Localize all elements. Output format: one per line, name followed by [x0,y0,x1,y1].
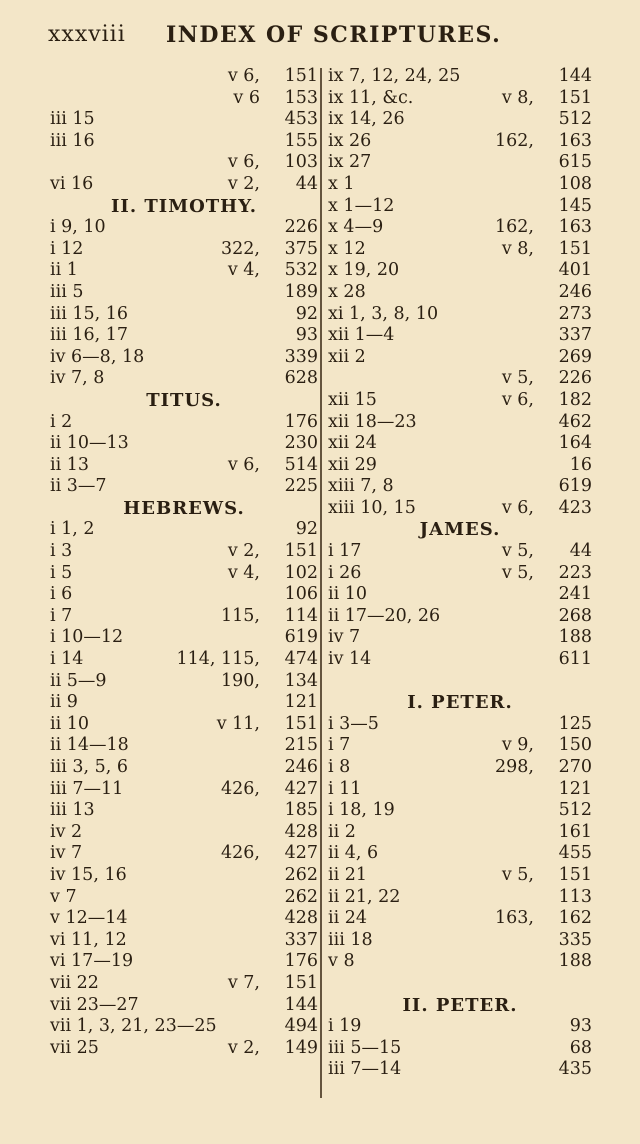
index-entry [50,995,318,1017]
index-entry [328,455,592,477]
index-entry [50,174,318,196]
scripture-reference: iii 16 [50,130,95,151]
index-entry [328,368,592,390]
index-entry [50,152,318,174]
page-reference: 273 [558,303,592,324]
scripture-reference: xi 1, 3, 8, 10 [328,303,439,324]
verse-note: 426, [221,778,260,799]
index-entry [328,174,592,196]
page-reference: 176 [284,951,318,972]
scripture-reference: iii 7—11 [50,778,124,799]
scripture-reference: xii 2 [328,346,366,367]
page-reference: 106 [284,584,318,605]
index-entry [50,131,318,153]
page-reference: 269 [558,346,592,367]
index-entry [328,930,592,952]
page-reference: 153 [284,87,318,108]
page-reference: 375 [284,238,318,259]
page-reference: 102 [284,562,318,583]
scripture-reference: v 12—14 [50,908,128,929]
page-reference: 114 [284,605,318,626]
page-reference: 611 [558,649,592,670]
index-entry [50,1038,318,1060]
page-reference: 628 [284,368,318,389]
page-reference: 151 [558,87,592,108]
scripture-reference: iii 16, 17 [50,325,129,346]
index-entry [328,606,592,628]
section-heading: TITUS. [146,389,222,411]
scripture-reference: i 17 [328,541,362,562]
page-reference: 262 [284,886,318,907]
index-entry [328,541,592,563]
index-entry [50,433,318,455]
verse-note: v 8, [501,238,534,259]
scripture-reference: xii 1—4 [328,325,395,346]
verse-note: 190, [221,670,260,691]
scripture-reference: iii 3, 5, 6 [50,757,129,777]
page-reference: 113 [558,886,592,907]
scripture-reference: i 1, 2 [50,519,95,540]
index-entry [328,282,592,304]
scripture-reference: ii 21 [328,864,368,885]
index-entry [50,412,318,434]
index-entry [50,735,318,757]
page-reference: 335 [558,929,592,950]
page-reference: 230 [284,433,318,454]
index-entry [50,887,318,909]
page-reference: 92 [295,303,318,324]
index-entry [328,239,592,261]
page-reference: 337 [558,325,592,346]
index-entry [328,735,592,757]
index-entry [328,196,592,218]
scripture-reference: iv 7 [50,843,83,864]
index-entry [328,152,592,174]
verse-note: 322, [221,238,260,259]
page-reference: 512 [558,109,592,130]
page-reference: 134 [284,670,318,691]
page-number: xxxviii [48,22,126,47]
scripture-reference: i 12 [50,238,84,259]
verse-note: v 4, [227,562,260,583]
scripture-reference: ii 1 [50,260,78,281]
verse-note: v 4, [227,260,260,281]
index-entry [50,563,318,585]
index-entry [328,1016,592,1038]
index-entry [50,671,318,693]
scripture-reference: xii 18—23 [328,411,417,432]
scripture-reference: iii 7—14 [328,1059,402,1080]
index-entry [328,476,592,498]
index-entry [50,109,318,131]
page-reference: 215 [284,735,318,756]
scripture-reference: x 4—9 [328,217,384,238]
index-entry [50,973,318,995]
page-reference: 163 [558,217,592,238]
page-reference: 226 [284,217,318,238]
page-reference: 161 [558,821,592,842]
index-entry [50,476,318,498]
page-reference: 162 [558,908,592,929]
scripture-reference: ii 24 [328,908,368,929]
scripture-reference: vii 23—27 [50,994,139,1015]
page-reference: 532 [284,260,318,281]
page-reference: 262 [284,864,318,885]
scripture-reference: vii 22 [50,972,99,993]
page-reference: 163 [558,130,592,151]
page-reference: 164 [558,433,592,454]
index-entry [50,1016,318,1038]
scripture-reference: i 3—5 [328,713,379,734]
verse-note: 114, 115, [176,649,260,670]
spacer [328,973,592,995]
verse-note: v 6, [501,389,534,410]
verse-note: v 11, [216,713,260,734]
index-entry [50,930,318,952]
section-heading: JAMES. [419,519,501,541]
page-reference: 93 [569,1016,592,1037]
page-reference: 68 [569,1037,592,1058]
scripture-reference: vi 11, 12 [50,929,127,950]
verse-note: v 6, [501,497,534,518]
index-entry [50,239,318,261]
page-reference: 103 [284,152,318,173]
scripture-reference: ix 7, 12, 24, 25 [328,66,461,86]
section-heading: HEBREWS. [123,497,245,519]
index-entry [328,779,592,801]
scripture-reference: ii 5—9 [50,670,107,691]
page-reference: 423 [558,497,592,518]
index-entry [50,757,318,779]
scripture-reference: vii 1, 3, 21, 23—25 [50,1016,217,1037]
scripture-reference: i 5 [50,562,73,583]
page-reference: 188 [558,627,592,648]
index-entry [50,455,318,477]
page-reference: 151 [284,66,318,86]
index-entry [50,606,318,628]
section-heading: II. TIMOTHY. [111,195,257,217]
page-reference: 246 [284,757,318,777]
verse-note: v 2, [227,173,260,194]
verse-note: v 6, [227,454,260,475]
index-entry [50,865,318,887]
index-entry [50,584,318,606]
index-entry [50,304,318,326]
page-reference: 619 [558,476,592,497]
page-reference: 151 [284,541,318,562]
page-reference: 185 [284,800,318,821]
scripture-reference: i 8 [328,757,351,777]
page-reference: 514 [284,454,318,475]
scripture-reference: ix 14, 26 [328,109,405,130]
scripture-reference: vi 16 [50,173,94,194]
page-reference: 494 [284,1016,318,1037]
scripture-reference: ii 17—20, 26 [328,605,441,626]
index-entry [50,627,318,649]
index-entry [328,325,592,347]
scripture-reference: ix 26 [328,130,372,151]
index-entry [328,88,592,110]
index-entry [328,131,592,153]
scripture-reference: i 26 [328,562,362,583]
scripture-reference: x 28 [328,281,366,302]
index-entry [328,757,592,779]
page-reference: 145 [558,195,592,216]
scripture-reference: xii 15 [328,389,377,410]
page-reference: 401 [558,260,592,281]
page-reference: 151 [558,864,592,885]
scripture-reference: x 12 [328,238,366,259]
left-column [50,66,318,1059]
page-reference: 92 [295,519,318,540]
index-entry [328,887,592,909]
index-entry [328,627,592,649]
scripture-reference: xiii 10, 15 [328,497,416,518]
index-entry [50,541,318,563]
verse-note: v 6 [233,87,260,108]
page-reference: 44 [295,173,318,194]
index-entry [328,649,592,671]
verse-note: 298, [495,757,534,777]
index-entry [50,822,318,844]
index-entry [50,779,318,801]
page-reference: 241 [558,584,592,605]
page-reference: 149 [284,1037,318,1058]
scripture-reference: iv 2 [50,821,83,842]
verse-note: v 7, [227,972,260,993]
scripture-reference: ii 10—13 [50,433,129,454]
page-reference: 337 [284,929,318,950]
page-header [48,20,608,54]
scripture-reference: xiii 7, 8 [328,476,394,497]
section-heading: I. PETER. [407,692,513,714]
verse-note: v 8, [501,87,534,108]
scripture-reference: iii 5 [50,281,84,302]
scripture-reference: xii 24 [328,433,377,454]
page-reference: 223 [558,562,592,583]
scripture-reference: i 11 [328,778,362,799]
index-entry [50,692,318,714]
right-column [328,66,592,1081]
index-entry [328,822,592,844]
scripture-reference: iv 7, 8 [50,368,105,389]
verse-note: v 5, [501,368,534,389]
scripture-reference: i 6 [50,584,73,605]
scripture-reference: ii 2 [328,821,356,842]
index-entry [328,66,592,88]
scripture-reference: i 3 [50,541,73,562]
verse-note: v 2, [227,541,260,562]
index-entry [328,217,592,239]
scripture-reference: i 18, 19 [328,800,395,821]
page-reference: 151 [558,238,592,259]
page-reference: 462 [558,411,592,432]
scripture-reference: ii 14—18 [50,735,129,756]
scripture-reference: iii 18 [328,929,373,950]
page-reference: 44 [569,541,592,562]
verse-note: 163, [495,908,534,929]
scripture-reference: ii 21, 22 [328,886,401,907]
index-entry [50,649,318,671]
page-reference: 474 [284,649,318,670]
page-reference: 453 [284,109,318,130]
index-entry [50,217,318,239]
index-entry [328,843,592,865]
scripture-reference: iv 7 [328,627,361,648]
scripture-reference: iii 15, 16 [50,303,129,324]
scripture-reference: iii 15 [50,109,95,130]
index-entry [328,347,592,369]
verse-note: 162, [495,217,534,238]
page-reference: 225 [284,476,318,497]
scripture-reference: x 1—12 [328,195,395,216]
page-reference: 108 [558,173,592,194]
column-divider [320,68,322,1098]
index-entry [50,368,318,390]
page-reference: 121 [558,778,592,799]
page-reference: 512 [558,800,592,821]
index-entry [328,800,592,822]
page-reference: 339 [284,346,318,367]
page-reference: 189 [284,281,318,302]
page-reference: 151 [284,713,318,734]
verse-note: 162, [495,130,534,151]
index-entry [50,800,318,822]
index-entry [328,390,592,412]
index-entry [50,282,318,304]
page-reference: 427 [284,843,318,864]
verse-note: v 6, [227,66,260,86]
scripture-reference: ii 9 [50,692,78,713]
index-entry [50,714,318,736]
scripture-reference: ix 11, &c. [328,87,414,108]
index-entry [50,347,318,369]
verse-note: v 6, [227,152,260,173]
page-reference: 125 [558,713,592,734]
index-entry [50,951,318,973]
page-reference: 427 [284,778,318,799]
page-reference: 455 [558,843,592,864]
scripture-reference: ii 4, 6 [328,843,379,864]
page-reference: 144 [558,66,592,86]
page-reference: 144 [284,994,318,1015]
index-entry [328,908,592,930]
page-reference: 176 [284,411,318,432]
index-entry [328,498,592,520]
scripture-reference: iv 14 [328,649,372,670]
index-entry [328,433,592,455]
verse-note: 426, [221,843,260,864]
scripture-reference: v 8 [328,951,355,972]
scripture-reference: ii 10 [50,713,90,734]
scripture-reference: x 1 [328,173,355,194]
index-entry [50,519,318,541]
index-entry [328,865,592,887]
scripture-reference: iii 5—15 [328,1037,402,1058]
scripture-reference: xii 29 [328,454,377,475]
page-reference: 428 [284,908,318,929]
page-reference: 270 [558,757,592,777]
scripture-reference: ii 3—7 [50,476,107,497]
index-entry [328,563,592,585]
page-reference: 188 [558,951,592,972]
scripture-reference: vi 17—19 [50,951,134,972]
scripture-reference: i 19 [328,1016,362,1037]
index-entry [328,584,592,606]
scripture-reference: iii 13 [50,800,95,821]
scripture-reference: x 19, 20 [328,260,400,281]
index-entry [328,412,592,434]
page-title: INDEX OF SCRIPTURES. [166,22,502,48]
verse-note: v 5, [501,864,534,885]
scripture-reference: vii 25 [50,1037,99,1058]
page-reference: 619 [284,627,318,648]
index-entry [328,1038,592,1060]
page-reference: 428 [284,821,318,842]
scripture-reference: i 14 [50,649,84,670]
page-reference: 155 [284,130,318,151]
index-entry [50,66,318,88]
page-reference: 150 [558,735,592,756]
verse-note: v 5, [501,541,534,562]
page-reference: 246 [558,281,592,302]
scripture-reference: iv 6—8, 18 [50,346,145,367]
scripture-reference: ii 13 [50,454,90,475]
scripture-reference: i 2 [50,411,73,432]
index-entry [50,260,318,282]
scripture-reference: i 7 [328,735,351,756]
page-reference: 435 [558,1059,592,1080]
page-reference: 93 [295,325,318,346]
page-reference: 121 [284,692,318,713]
verse-note: v 2, [227,1037,260,1058]
scripture-reference: ii 10 [328,584,368,605]
index-entry [328,714,592,736]
page-reference: 226 [558,368,592,389]
spacer [328,671,592,693]
verse-note: 115, [221,605,260,626]
verse-note: v 9, [501,735,534,756]
verse-note: v 5, [501,562,534,583]
index-entry [328,304,592,326]
scripture-reference: ix 27 [328,152,372,173]
scripture-reference: iv 15, 16 [50,864,127,885]
index-entry [328,1059,592,1081]
index-entry [328,109,592,131]
page-reference: 151 [284,972,318,993]
section-heading: II. PETER. [402,994,518,1016]
index-entry [50,325,318,347]
scripture-reference: v 7 [50,886,77,907]
page-reference: 182 [558,389,592,410]
page-reference: 16 [569,454,592,475]
index-entry [50,908,318,930]
index-entry [50,88,318,110]
index-entry [328,951,592,973]
page-reference: 268 [558,605,592,626]
scripture-reference: i 7 [50,605,73,626]
scripture-reference: i 10—12 [50,627,124,648]
index-entry [50,843,318,865]
page-reference: 615 [558,152,592,173]
index-entry [328,260,592,282]
scripture-reference: i 9, 10 [50,217,106,238]
